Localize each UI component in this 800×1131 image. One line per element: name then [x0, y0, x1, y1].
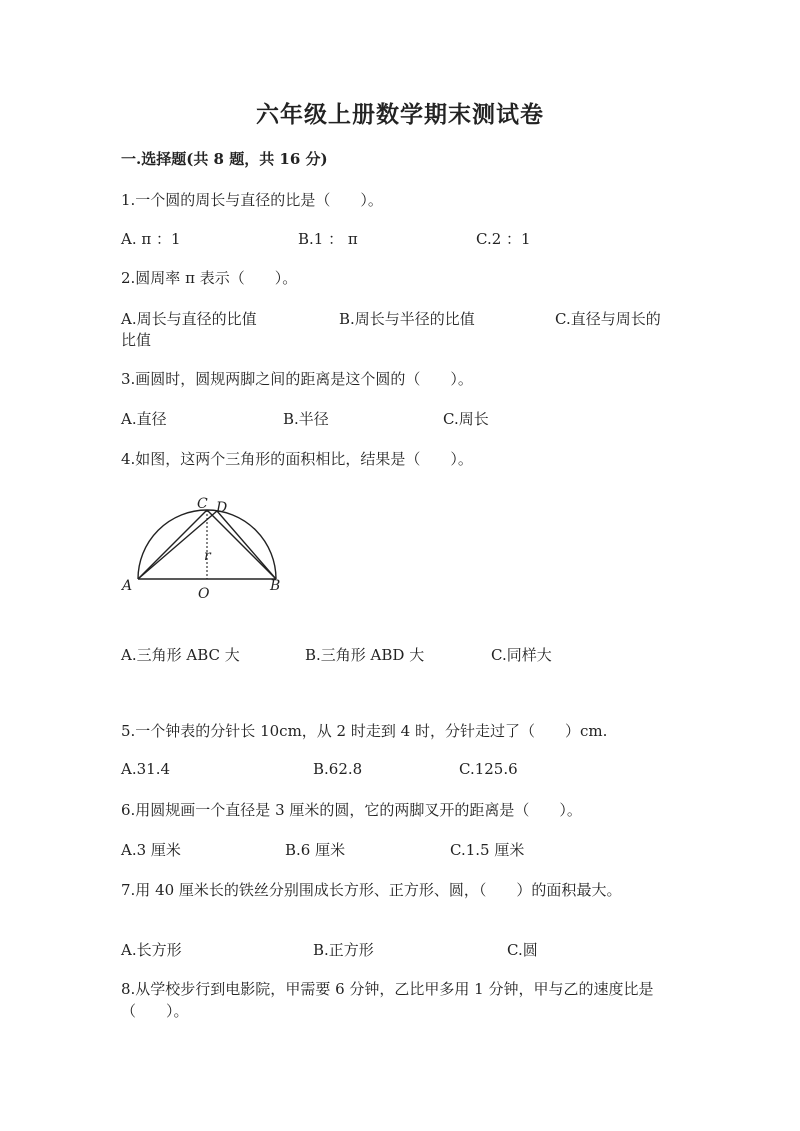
page-title: 六年级上册数学期末测试卷	[256, 101, 544, 128]
question-7-option-c: C.圆	[507, 941, 538, 959]
question-3-option-c: C.周长	[443, 410, 489, 428]
label-r: r	[204, 548, 211, 564]
question-2-option-a: A.周长与直径的比值	[121, 310, 257, 328]
label-d: D	[216, 500, 228, 516]
segment-cb	[207, 510, 276, 579]
question-4-stem: 4.如图，这两个三角形的面积相比，结果是（ ）。	[121, 450, 473, 468]
question-7-stem: 7.用 40 厘米长的铁丝分别围成长方形、正方形、圆，（ ）的面积最大。	[121, 881, 622, 899]
question-2-option-c-wrap: 比值	[121, 331, 152, 349]
segment-ad	[138, 511, 217, 579]
section-heading: 一.选择题(共 8 题，共 16 分)	[121, 150, 328, 168]
label-c: C	[197, 496, 208, 512]
question-1-option-c: C.2 ：1	[476, 230, 531, 248]
question-4-option-c: C.同样大	[491, 646, 552, 664]
question-8-stem: 8.从学校步行到电影院，甲需要 6 分钟，乙比甲多用 1 分钟，甲与乙的速度比是（ ）。	[121, 980, 654, 1020]
question-6-option-c: C.1.5 厘米	[450, 841, 525, 859]
question-1-stem: 1.一个圆的周长与直径的比是（ ）。	[121, 191, 383, 209]
question-2-option-c: C.直径与周长的	[555, 310, 661, 328]
question-5-option-c: C.125.6	[459, 760, 518, 778]
question-6-option-b: B.6 厘米	[285, 841, 346, 859]
question-6-stem: 6.用圆规画一个直径是 3 厘米的圆，它的两脚叉开的距离是（ ）。	[121, 801, 582, 819]
question-5-stem: 5.一个钟表的分针长 10cm，从 2 时走到 4 时，分针走过了（ ）cm.	[121, 722, 608, 740]
question-6-option-a: A.3 厘米	[121, 841, 181, 859]
question-2-stem: 2.圆周率 π 表示（ ）。	[121, 269, 298, 287]
question-3-option-b: B.半径	[283, 410, 329, 428]
question-2-option-b: B.周长与半径的比值	[339, 310, 475, 328]
semicircle-triangle-figure	[118, 494, 298, 606]
question-7-option-b: B.正方形	[313, 941, 374, 959]
question-4-option-a: A.三角形 ABC 大	[121, 646, 240, 664]
label-a: A	[122, 578, 133, 594]
question-3-stem: 3.画圆时，圆规两脚之间的距离是这个圆的（ ）。	[121, 370, 473, 388]
question-1-option-b: B.1 ： π	[298, 230, 358, 248]
question-5-option-a: A.31.4	[121, 760, 170, 778]
question-7-option-a: A.长方形	[121, 941, 182, 959]
label-o: O	[198, 586, 210, 602]
segment-ac	[138, 510, 207, 579]
label-b: B	[270, 578, 281, 594]
question-5-option-b: B.62.8	[313, 760, 363, 778]
question-1-option-a: A. π ：1	[121, 230, 181, 248]
question-3-option-a: A.直径	[121, 410, 167, 428]
question-4-option-b: B.三角形 ABD 大	[305, 646, 425, 664]
